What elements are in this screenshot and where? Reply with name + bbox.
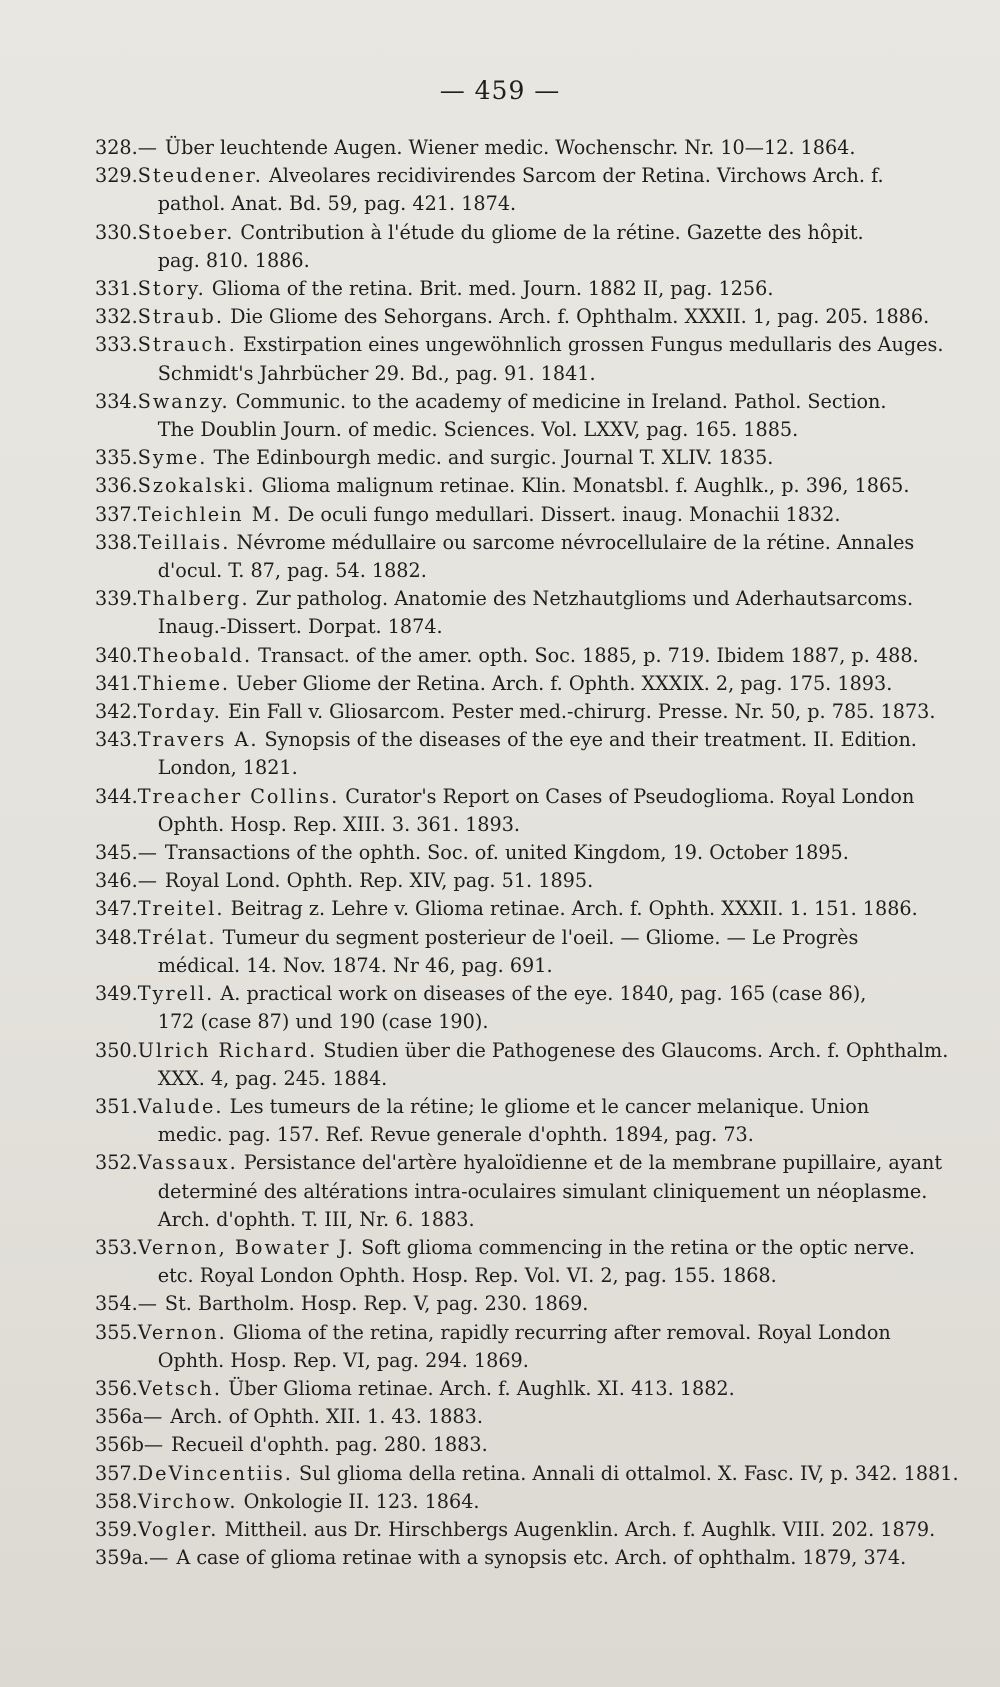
entry-body xyxy=(144,1431,955,1459)
entry-author: Szokalski. xyxy=(137,474,256,498)
entry-body xyxy=(138,1037,955,1093)
entry-line xyxy=(138,585,955,613)
entry-text: St. Bartholm. Hosp. Rep. V, pag. 230. 1869. xyxy=(164,1292,589,1316)
entry-text: Die Gliome des Sehorgans. Arch. f. Ophthalm. XXXII. 1, pag. 205. 1886. xyxy=(230,305,930,329)
bibliography-entry xyxy=(95,1431,955,1459)
entry-author: DeVincentiis. xyxy=(137,1461,293,1485)
entry-number: 336. xyxy=(95,474,138,498)
entry-text: XXX. 4, pag. 245. 1884. xyxy=(157,1066,388,1090)
entry-author: Strauch. xyxy=(137,333,237,357)
entry-number: 332. xyxy=(95,305,138,329)
bibliography-entry xyxy=(95,670,955,698)
entry-number: 334. xyxy=(95,389,138,413)
entry-body xyxy=(138,1516,955,1544)
entry-line xyxy=(138,1121,955,1149)
bibliography-entry xyxy=(95,783,955,839)
entry-body xyxy=(138,1488,955,1516)
entry-author: Torday. xyxy=(137,700,222,724)
entry-author: Thalberg. xyxy=(137,587,250,611)
entry-body xyxy=(138,388,955,444)
entry-number: 344. xyxy=(95,784,138,808)
bibliography-entry xyxy=(95,1516,955,1544)
entry-author: Trélat. xyxy=(137,925,217,949)
entry-line xyxy=(138,1093,955,1121)
entry-text: Über leuchtende Augen. Wiener medic. Wochenschr. Nr. 10—12. 1864. xyxy=(164,136,856,159)
bibliography-entry xyxy=(95,1093,955,1149)
entry-author: Vetsch. xyxy=(137,1376,222,1400)
ditto-dash: — xyxy=(143,1433,164,1457)
entry-line xyxy=(138,1290,955,1318)
entry-text: The Edinbourgh medic. and surgic. Journal T. XLIV. 1835. xyxy=(213,446,774,470)
entry-line xyxy=(138,303,955,331)
entry-body xyxy=(138,895,955,923)
entry-body xyxy=(138,1319,955,1375)
bibliography-entry xyxy=(95,444,955,472)
entry-author: Treacher Collins. xyxy=(137,784,340,808)
entry-line xyxy=(138,895,955,923)
entry-line xyxy=(144,1431,955,1459)
entry-number: 358. xyxy=(95,1489,138,1513)
entry-author: Teichlein M. xyxy=(137,502,282,526)
entry-text: Curator's Report on Cases of Pseudoglioma. Royal London xyxy=(345,784,915,808)
entry-body xyxy=(143,1403,955,1431)
entry-author: Syme. xyxy=(137,446,208,470)
entry-number: 354. xyxy=(95,1292,138,1316)
bibliography-entry xyxy=(95,1544,955,1572)
entry-text: Alveolares recidivirendes Sarcom der Retina. Virchows Arch. f. xyxy=(268,164,884,188)
entry-body xyxy=(138,726,955,782)
entry-line xyxy=(138,162,955,190)
entry-body xyxy=(138,670,955,698)
entry-body xyxy=(138,162,955,218)
entry-author: Travers A. xyxy=(137,728,259,752)
entry-author: Story. xyxy=(137,277,206,301)
entry-line xyxy=(149,1544,955,1572)
entry-body xyxy=(138,698,955,726)
entry-text: Transactions of the ophth. Soc. of. united Kingdom, 19. October 1895. xyxy=(164,841,849,865)
entry-author: Vassaux. xyxy=(137,1151,238,1175)
entry-number: 359a. xyxy=(95,1546,150,1570)
entry-author: Vogler. xyxy=(137,1517,219,1541)
bibliography-entry xyxy=(95,1037,955,1093)
ditto-dash: — xyxy=(137,841,157,865)
entry-text: Recueil d'ophth. pag. 280. 1883. xyxy=(171,1433,488,1457)
entry-line xyxy=(138,444,955,472)
entry-body xyxy=(138,839,955,867)
entry-line xyxy=(138,1065,955,1093)
entry-body xyxy=(138,275,955,303)
entry-author: Treitel. xyxy=(137,897,225,921)
entry-line xyxy=(138,670,955,698)
entry-line xyxy=(138,642,955,670)
bibliography-entry xyxy=(95,642,955,670)
entry-text: Mittheil. aus Dr. Hirschbergs Augenklin. Arch. f. Aughlk. VIII. 202. 1879. xyxy=(224,1517,936,1541)
entry-body xyxy=(138,472,955,500)
entry-line xyxy=(138,867,955,895)
bibliography-entry xyxy=(95,388,955,444)
entry-line xyxy=(138,1008,955,1036)
entry-number: 337. xyxy=(95,502,138,526)
entry-text: London, 1821. xyxy=(157,756,298,780)
bibliography-entry xyxy=(95,134,955,162)
entry-text: Exstirpation eines ungewöhnlich grossen Fungus medullaris des Auges. xyxy=(242,333,944,357)
entry-text: determiné des altérations intra-oculaires simulant cliniquement un néoplasme. xyxy=(157,1179,928,1203)
entry-text: Sul glioma della retina. Annali di ottalmol. X. Fasc. IV, p. 342. 1881. xyxy=(299,1461,959,1485)
entry-body xyxy=(138,501,955,529)
entry-number: 331. xyxy=(95,277,138,301)
bibliography-entry xyxy=(95,1460,959,1488)
entry-number: 349. xyxy=(95,982,138,1006)
entry-author: Ulrich Richard. xyxy=(137,1038,318,1062)
bibliography-entry xyxy=(95,275,955,303)
bibliography-entry xyxy=(95,698,955,726)
ditto-dash: — xyxy=(149,1546,169,1570)
entry-number: 345. xyxy=(95,841,138,865)
entry-line xyxy=(138,1206,955,1234)
bibliography-entry xyxy=(95,1319,955,1375)
entry-text: Glioma malignum retinae. Klin. Monatsbl. f. Aughlk., p. 396, 1865. xyxy=(261,474,910,498)
entry-text: Communic. to the academy of medicine in Ireland. Pathol. Section. xyxy=(235,389,887,413)
entry-author: Teillais. xyxy=(137,530,231,554)
entry-text: Inaug.-Dissert. Dorpat. 1874. xyxy=(157,615,443,639)
entry-body xyxy=(138,924,955,980)
entry-text: Über Glioma retinae. Arch. f. Aughlk. XI. 413. 1882. xyxy=(228,1376,735,1400)
entry-author: Thieme. xyxy=(137,671,231,695)
entry-number: 335. xyxy=(95,446,138,470)
entry-number: 330. xyxy=(95,220,138,244)
entry-body xyxy=(138,444,955,472)
entry-body xyxy=(138,134,955,162)
entry-number: 342. xyxy=(95,700,138,724)
entry-line xyxy=(138,1319,955,1347)
entry-line xyxy=(137,1460,959,1488)
entry-number: 340. xyxy=(95,643,138,667)
entry-text: A case of glioma retinae with a synopsis etc. Arch. of ophthalm. 1879, 374. xyxy=(176,1546,907,1570)
entry-line xyxy=(138,783,955,811)
entry-text: Tumeur du segment posterieur de l'oeil. — Gliome. — Le Progrès xyxy=(222,925,859,949)
entry-number: 341. xyxy=(95,671,138,695)
bibliography-entry xyxy=(95,529,955,585)
entry-line xyxy=(143,1403,955,1431)
entry-text: pag. 810. 1886. xyxy=(157,248,310,272)
entry-text: Ophth. Hosp. Rep. VI, pag. 294. 1869. xyxy=(157,1348,529,1372)
entry-line xyxy=(138,331,955,359)
entry-text: médical. 14. Nov. 1874. Nr 46, pag. 691. xyxy=(157,953,553,977)
entry-author: Swanzy. xyxy=(137,389,230,413)
entry-text: Transact. of the amer. opth. Soc. 1885, p. 719. Ibidem 1887, p. 488. xyxy=(258,643,919,667)
entry-text: Ueber Gliome der Retina. Arch. f. Ophth. XXXIX. 2, pag. 175. 1893. xyxy=(236,671,893,695)
entry-body xyxy=(138,529,955,585)
entry-body xyxy=(138,1234,955,1290)
bibliography-entry xyxy=(95,895,955,923)
entry-line xyxy=(138,190,955,218)
bibliography-entry xyxy=(95,162,955,218)
entry-number: 353. xyxy=(95,1235,138,1259)
bibliography-entry xyxy=(95,1403,955,1431)
entry-line xyxy=(138,472,955,500)
entry-number: 343. xyxy=(95,728,138,752)
entry-body xyxy=(138,867,955,895)
entry-text: d'ocul. T. 87, pag. 54. 1882. xyxy=(157,559,427,583)
entry-number: 357. xyxy=(95,1461,138,1485)
entry-body xyxy=(138,1093,955,1149)
entry-author: Theobald. xyxy=(137,643,253,667)
entry-line xyxy=(138,698,955,726)
bibliography-entry xyxy=(95,1375,955,1403)
bibliography-entry xyxy=(95,303,955,331)
entry-text: Beitrag z. Lehre v. Glioma retinae. Arch. f. Ophth. XXXII. 1. 151. 1886. xyxy=(230,897,918,921)
entry-line xyxy=(138,219,955,247)
entry-line xyxy=(138,501,955,529)
entry-text: Schmidt's Jahrbücher 29. Bd., pag. 91. 1841. xyxy=(157,361,596,385)
entry-author: Vernon. xyxy=(137,1320,227,1344)
ditto-dash: — xyxy=(143,1405,163,1429)
entry-author: Valude. xyxy=(137,1094,224,1118)
entry-text: Glioma of the retina, rapidly recurring after removal. Royal London xyxy=(232,1320,891,1344)
entry-text: Ein Fall v. Gliosarcom. Pester med.-chirurg. Presse. Nr. 50, p. 785. 1873. xyxy=(228,700,936,724)
entry-author: Stoeber. xyxy=(137,220,235,244)
entry-text: Névrome médullaire ou sarcome névrocellulaire de la rétine. Annales xyxy=(236,530,915,554)
entry-line xyxy=(138,416,955,444)
entry-text: Glioma of the retina. Brit. med. Journ. 1882 II, pag. 1256. xyxy=(211,277,774,301)
entry-number: 356. xyxy=(95,1376,138,1400)
entry-line xyxy=(138,1375,955,1403)
entry-line xyxy=(138,1149,955,1177)
ditto-dash: — xyxy=(137,1292,157,1316)
entry-text: Synopsis of the diseases of the eye and their treatment. II. Edition. xyxy=(264,728,917,752)
entry-text: etc. Royal London Ophth. Hosp. Rep. Vol. VI. 2, pag. 155. 1868. xyxy=(157,1264,777,1288)
entry-text: medic. pag. 157. Ref. Revue generale d'ophth. 1894, pag. 73. xyxy=(157,1123,754,1147)
entry-text: Soft glioma commencing in the retina or the optic nerve. xyxy=(361,1235,916,1259)
entry-number: 346. xyxy=(95,869,138,893)
bibliography-entry xyxy=(95,1488,955,1516)
entry-body xyxy=(137,1460,959,1488)
entry-number: 339. xyxy=(95,587,138,611)
entry-number: 328. xyxy=(95,136,138,159)
entry-line xyxy=(138,980,955,1008)
entry-author: Virchow. xyxy=(137,1489,238,1513)
entry-line xyxy=(138,726,955,754)
bibliography-entry xyxy=(95,1234,955,1290)
entry-line xyxy=(138,811,955,839)
entry-line xyxy=(138,529,955,557)
entry-number: 351. xyxy=(95,1094,138,1118)
bibliography-entry xyxy=(95,924,955,980)
entry-text: Persistance del'artère hyaloïdienne et de la membrane pupillaire, ayant xyxy=(243,1151,943,1175)
entry-line xyxy=(138,388,955,416)
entry-body xyxy=(138,642,955,670)
entry-body xyxy=(138,783,955,839)
ditto-dash: — xyxy=(137,136,157,159)
entry-text: 172 (case 87) und 190 (case 190). xyxy=(157,1010,489,1034)
entry-line xyxy=(138,1488,955,1516)
entry-line xyxy=(138,134,955,162)
entry-line xyxy=(138,1347,955,1375)
bibliography-entry xyxy=(95,867,955,895)
entry-author: Steudener. xyxy=(137,164,263,188)
entry-text: Arch. d'ophth. T. III, Nr. 6. 1883. xyxy=(157,1207,475,1231)
entry-line xyxy=(138,1178,955,1206)
entry-line xyxy=(138,613,955,641)
entry-author: Straub. xyxy=(137,305,224,329)
bibliography-entry xyxy=(95,1290,955,1318)
entry-text: Ophth. Hosp. Rep. XIII. 3. 361. 1893. xyxy=(157,812,521,836)
entry-line xyxy=(138,360,955,388)
entry-number: 333. xyxy=(95,333,138,357)
bibliography-entry xyxy=(95,331,955,387)
entry-body xyxy=(149,1544,955,1572)
entry-line xyxy=(138,275,955,303)
entry-text: The Doublin Journ. of medic. Sciences. Vol. LXXV, pag. 165. 1885. xyxy=(157,418,799,442)
entry-number: 348. xyxy=(95,925,138,949)
entry-number: 347. xyxy=(95,897,138,921)
entry-body xyxy=(138,1375,955,1403)
entry-text: A. practical work on diseases of the eye. 1840, pag. 165 (case 86), xyxy=(220,982,867,1006)
entry-body xyxy=(138,303,955,331)
bibliography-entry xyxy=(95,980,955,1036)
entry-text: Arch. of Ophth. XII. 1. 43. 1883. xyxy=(170,1405,483,1429)
entry-number: 350. xyxy=(95,1038,138,1062)
entry-number: 352. xyxy=(95,1151,138,1175)
bibliography-entry xyxy=(95,501,955,529)
entry-number: 329. xyxy=(95,164,138,188)
entry-author: Vernon, Bowater J. xyxy=(137,1235,355,1259)
entry-text: Zur patholog. Anatomie des Netzhautglioms und Aderhautsarcoms. xyxy=(255,587,914,611)
bibliography-entry xyxy=(95,219,955,275)
entry-body xyxy=(138,331,955,387)
entry-number: 355. xyxy=(95,1320,138,1344)
entry-number: 338. xyxy=(95,530,138,554)
ditto-dash: — xyxy=(137,869,157,893)
entry-line xyxy=(138,924,955,952)
bibliography-entry xyxy=(95,726,955,782)
entry-text: Onkologie II. 123. 1864. xyxy=(243,1489,480,1513)
entry-body xyxy=(138,585,955,641)
entry-line xyxy=(138,1516,955,1544)
bibliography-entry xyxy=(95,585,955,641)
entry-text: pathol. Anat. Bd. 59, pag. 421. 1874. xyxy=(157,192,517,216)
entry-line xyxy=(138,754,955,782)
bibliography-entry xyxy=(95,1149,955,1234)
entry-text: Les tumeurs de la rétine; le gliome et le cancer melanique. Union xyxy=(229,1094,870,1118)
page-number: — 459 — xyxy=(439,76,561,105)
entry-text: Contribution à l'étude du gliome de la rétine. Gazette des hôpit. xyxy=(240,220,864,244)
entry-body xyxy=(138,219,955,275)
entry-body xyxy=(138,1149,955,1234)
entry-line xyxy=(138,1037,955,1065)
entry-line xyxy=(138,557,955,585)
entry-text: Studien über die Pathogenese des Glaucoms. Arch. f. Ophthalm. xyxy=(323,1038,949,1062)
entry-number: 356a xyxy=(95,1405,144,1429)
entry-text: Royal Lond. Ophth. Rep. XIV, pag. 51. 1895. xyxy=(164,869,594,893)
entry-line xyxy=(138,952,955,980)
entry-author: Tyrell. xyxy=(137,982,215,1006)
bibliography-entry xyxy=(95,472,955,500)
entry-line xyxy=(138,839,955,867)
entry-text: De oculi fungo medullari. Dissert. inaug. Monachii 1832. xyxy=(287,502,841,526)
entry-body xyxy=(138,980,955,1036)
entry-line xyxy=(138,1234,955,1262)
bibliography-list xyxy=(95,134,959,1572)
entry-number: 356b xyxy=(95,1433,144,1457)
entry-line xyxy=(138,247,955,275)
entry-number: 359. xyxy=(95,1517,138,1541)
entry-line xyxy=(138,1262,955,1290)
entry-body xyxy=(138,1290,955,1318)
bibliography-entry xyxy=(95,839,955,867)
